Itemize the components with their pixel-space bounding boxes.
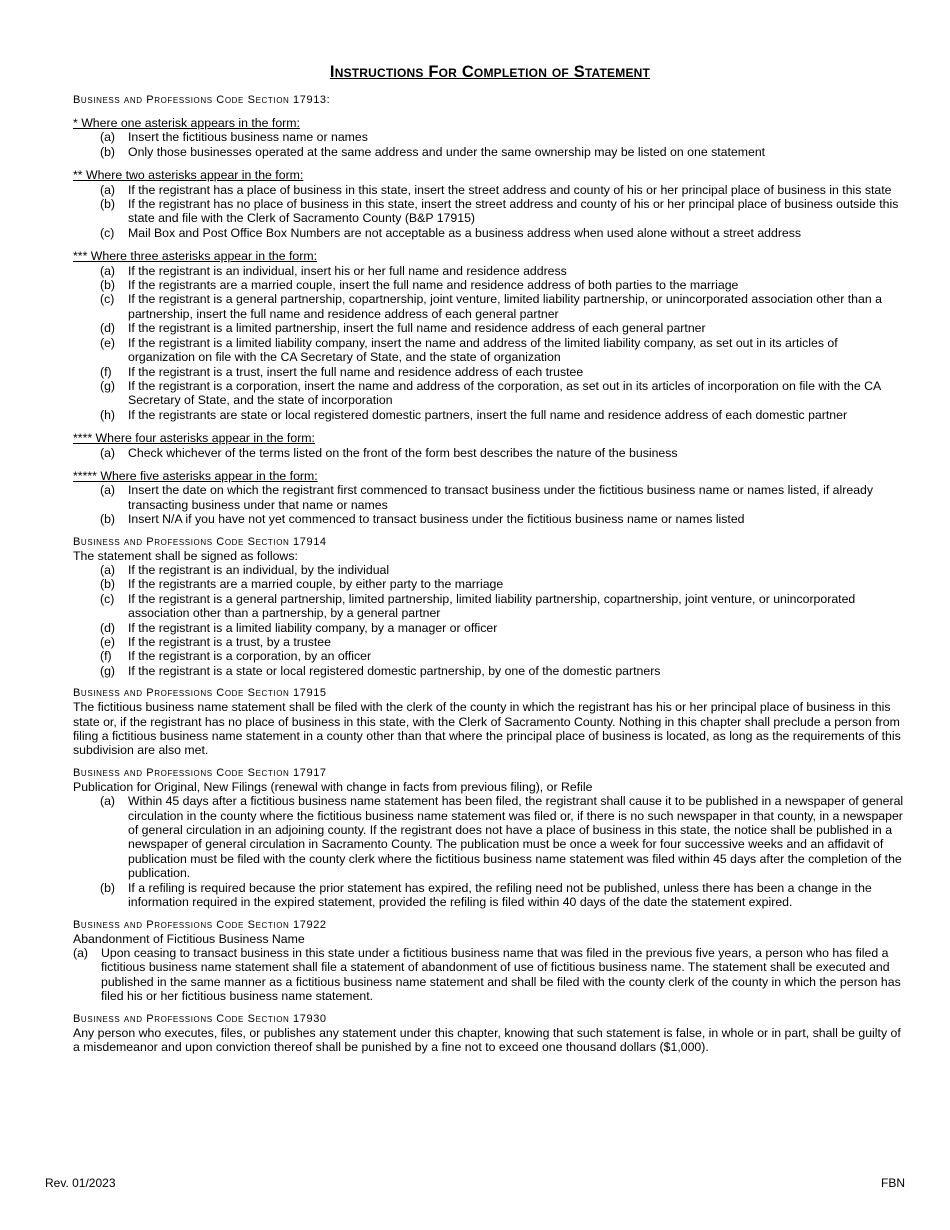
item-label: (b) (100, 278, 116, 293)
list-item (100, 197, 907, 226)
item-label: (d) (100, 620, 116, 635)
signing-list (73, 563, 907, 678)
item-text: If the registrant is a general partnership, copartnership, joint venture, limited liability partnership, or unincorporated association other than a partnership, insert the full name and residence address of each general partner (128, 292, 882, 321)
item-text: If the registrant is an individual, by the individual (128, 562, 390, 577)
list-item (100, 881, 907, 910)
list-item (100, 563, 907, 577)
list-item (100, 379, 907, 408)
instruction-list (73, 183, 907, 241)
list-item (100, 621, 907, 635)
item-text: If the registrant is a corporation, insert the name and address of the corporation, as set out in its articles of incorporation on file with the CA Secretary of State, and the state of incorporation (128, 378, 881, 408)
item-label: (a) (100, 794, 116, 809)
publication-list (73, 794, 907, 909)
instruction-list (73, 483, 907, 526)
section-17914 (73, 535, 907, 679)
two-asterisk-group (73, 168, 907, 240)
section-code: Business and Professions Code Section 17913: (73, 94, 331, 106)
list-item (100, 446, 907, 460)
instruction-list (73, 264, 907, 422)
item-text: If the registrant is a general partnership, limited partnership, limited liability partnership, copartnership, joint venture, or unincorporated association other than a partnership, by a general partner (128, 591, 856, 621)
item-text: If a refiling is required because the prior statement has expired, the refiling need not be published, unless there has been a change in the information required in the expired statement, provided the refiling is filed within 40 days of the date the statement expired. (128, 880, 872, 910)
item-text: If the registrant is an individual, insert his or her full name and residence address (128, 263, 567, 278)
list-item (100, 365, 907, 379)
item-label: (c) (100, 292, 115, 307)
item-text: Insert N/A if you have not yet commenced to transact business under the fictitious business name or names listed (128, 512, 745, 527)
five-asterisk-group (73, 469, 907, 527)
list-item (100, 635, 907, 649)
item-text: Only those businesses operated at the same address and under the same ownership may be listed on one statement (128, 144, 766, 159)
item-text: If the registrant is a limited partnership, insert the full name and residence address of each general partner (128, 321, 706, 336)
group-heading: ***** Where five asterisks appear in the form: (73, 468, 318, 483)
item-label: (h) (100, 407, 116, 422)
list-item (100, 130, 907, 144)
instruction-list (73, 446, 907, 460)
item-text: If the registrant is a corporation, by an officer (128, 649, 372, 664)
section-intro: The statement shall be signed as follows: (73, 548, 298, 563)
list-item (100, 794, 907, 880)
item-text: If the registrant is a limited liability company, insert the name and address of the limited liability company, as set out in its articles of organization on file with the CA Secretary of State, and the state of organization (128, 335, 838, 365)
item-text: If the registrant has a place of business in this state, insert the street address and county of his or her principal place of business in this state (128, 182, 892, 197)
list-item (100, 664, 907, 678)
instruction-list (73, 130, 907, 159)
item-text: If the registrants are state or local registered domestic partners, insert the full name and residence address of each domestic partner (128, 407, 848, 422)
list-item (73, 946, 907, 1004)
group-heading: **** Where four asterisks appear in the form: (73, 431, 315, 446)
list-item (100, 226, 907, 240)
item-label: (b) (100, 512, 116, 527)
page-title: Instructions For Completion of Statement (329, 63, 651, 81)
list-item (100, 483, 907, 512)
section-code: Business and Professions Code Section 17922 (73, 918, 327, 931)
group-heading: *** Where three asterisks appear in the form: (73, 249, 317, 264)
item-text: If the registrant is a trust, by a trustee (128, 635, 331, 649)
item-label: (c) (100, 591, 115, 606)
item-text: Insert the date on which the registrant first commenced to transact business under the fictitious business name or names listed, if already transacting business under that name or names (128, 483, 874, 512)
abandonment-list (73, 946, 907, 1004)
list-item (100, 292, 907, 321)
item-label: (e) (100, 335, 116, 350)
list-item (100, 408, 907, 422)
list-item (100, 336, 907, 365)
section-code: Business and Professions Code Section 17915 (73, 687, 327, 700)
item-text: If the registrant is a trust, insert the full name and residence address of each trustee (128, 364, 584, 379)
section-17915 (73, 686, 907, 758)
group-heading: ** Where two asterisks appear in the form: (73, 168, 304, 183)
item-text: If the registrants are a married couple, by either party to the marriage (128, 577, 504, 592)
section-intro: Abandonment of Fictitious Business Name (73, 931, 305, 946)
section-code: Business and Professions Code Section 17914 (73, 535, 327, 548)
section-code: Business and Professions Code Section 17917 (73, 766, 327, 779)
group-heading: * Where one asterisk appears in the form: (73, 116, 300, 130)
item-text: If the registrant has no place of business in this state, insert the street address and county of his or her principal place of business outside this state and file with the Clerk of Sacramento County (B&P 17915) (128, 197, 899, 226)
revision-date: Rev. 01/2023 (45, 1176, 116, 1190)
section-17913 (73, 93, 907, 527)
section-code: Business and Professions Code Section 17930 (73, 1012, 327, 1025)
item-text: Mail Box and Post Office Box Numbers are not acceptable as a business address when used alone without a street address (128, 225, 802, 240)
item-label: (b) (100, 880, 116, 895)
item-label: (g) (100, 378, 116, 393)
list-item (100, 577, 907, 591)
item-text: Check whichever of the terms listed on the front of the form best describes the nature of the business (128, 445, 678, 460)
section-17917 (73, 766, 907, 910)
section-text: Any person who executes, files, or publishes any statement under this chapter, knowing that such statement is false, in whole or in part, shall be guilty of a misdemeanor and upon conviction thereof shall be punished by a fine not to exceed one thousand dollars ($1,000). (73, 1025, 901, 1054)
form-code: FBN (881, 1176, 905, 1190)
item-label: (a) (100, 130, 116, 145)
item-label: (f) (100, 364, 112, 379)
item-label: (b) (100, 577, 116, 592)
item-label: (g) (100, 663, 116, 678)
instructions-page (73, 62, 907, 1054)
item-text: If the registrant is a state or local registered domestic partnership, by one of the domestic partners (128, 663, 661, 678)
list-item (100, 145, 907, 159)
item-label: (a) (100, 263, 116, 278)
item-label: (a) (73, 945, 89, 960)
section-17930 (73, 1012, 907, 1055)
item-label: (f) (100, 649, 112, 664)
list-item (100, 649, 907, 663)
three-asterisk-group (73, 249, 907, 422)
four-asterisk-group (73, 431, 907, 460)
list-item (100, 264, 907, 278)
list-item (100, 512, 907, 526)
item-label: (a) (100, 562, 116, 577)
item-label: (b) (100, 197, 116, 212)
section-17922 (73, 918, 907, 1004)
one-asterisk-group (73, 116, 907, 159)
item-label: (e) (100, 635, 116, 649)
item-text: If the registrants are a married couple, insert the full name and residence address of both parties to the marriage (128, 278, 739, 293)
item-text: Insert the fictitious business name or names (128, 130, 368, 145)
item-text: Upon ceasing to transact business in this state under a fictitious business name that was filed in the previous five years, a person who has filed a fictitious business name statement shall file a statement of abandonment of use of fictitious business name. The statement shall be executed and published in the same manner as a fictitious business name statement and shall be filed with the county clerk of the county in which the person has filed his or her fictitious business name statement. (101, 945, 901, 1004)
item-label: (d) (100, 321, 116, 336)
section-text: The fictitious business name statement shall be filed with the clerk of the county in which the registrant has his or her principal place of business in this state or, if the registrant has no place of business in this state, with the Clerk of Sacramento County. Nothing in this chapter shall preclude a person from filing a fictitious business name statement in a county other than that where the principal place of business is located, as long as the requirements of this subdivision are also met. (73, 700, 901, 758)
item-label: (a) (100, 483, 116, 498)
item-text: Within 45 days after a fictitious business name statement has been filed, the registrant shall cause it to be published in a newspaper of general circulation in the county where the fictitious business name statement was filed or, if there is no such newspaper in that county, in a newspaper of general circulation in an adjoining county. If the registrant does not have a place of business in this state, the notice shall be published in a newspaper of general circulation in Sacramento County. The publication must be once a week for four successive weeks and an affidavit of publication must be filed with the county clerk where the fictitious business name statement was filed within 45 days after the completion of the publication. (128, 794, 904, 881)
item-label: (a) (100, 182, 116, 197)
list-item (100, 183, 907, 197)
item-label: (c) (100, 225, 115, 240)
list-item (100, 592, 907, 621)
item-label: (a) (100, 445, 116, 460)
section-intro: Publication for Original, New Filings (renewal with change in facts from previous filing), or Refile (73, 779, 593, 794)
item-text: If the registrant is a limited liability company, by a manager or officer (128, 620, 498, 635)
list-item (100, 278, 907, 292)
list-item (100, 321, 907, 335)
item-label: (b) (100, 144, 116, 159)
